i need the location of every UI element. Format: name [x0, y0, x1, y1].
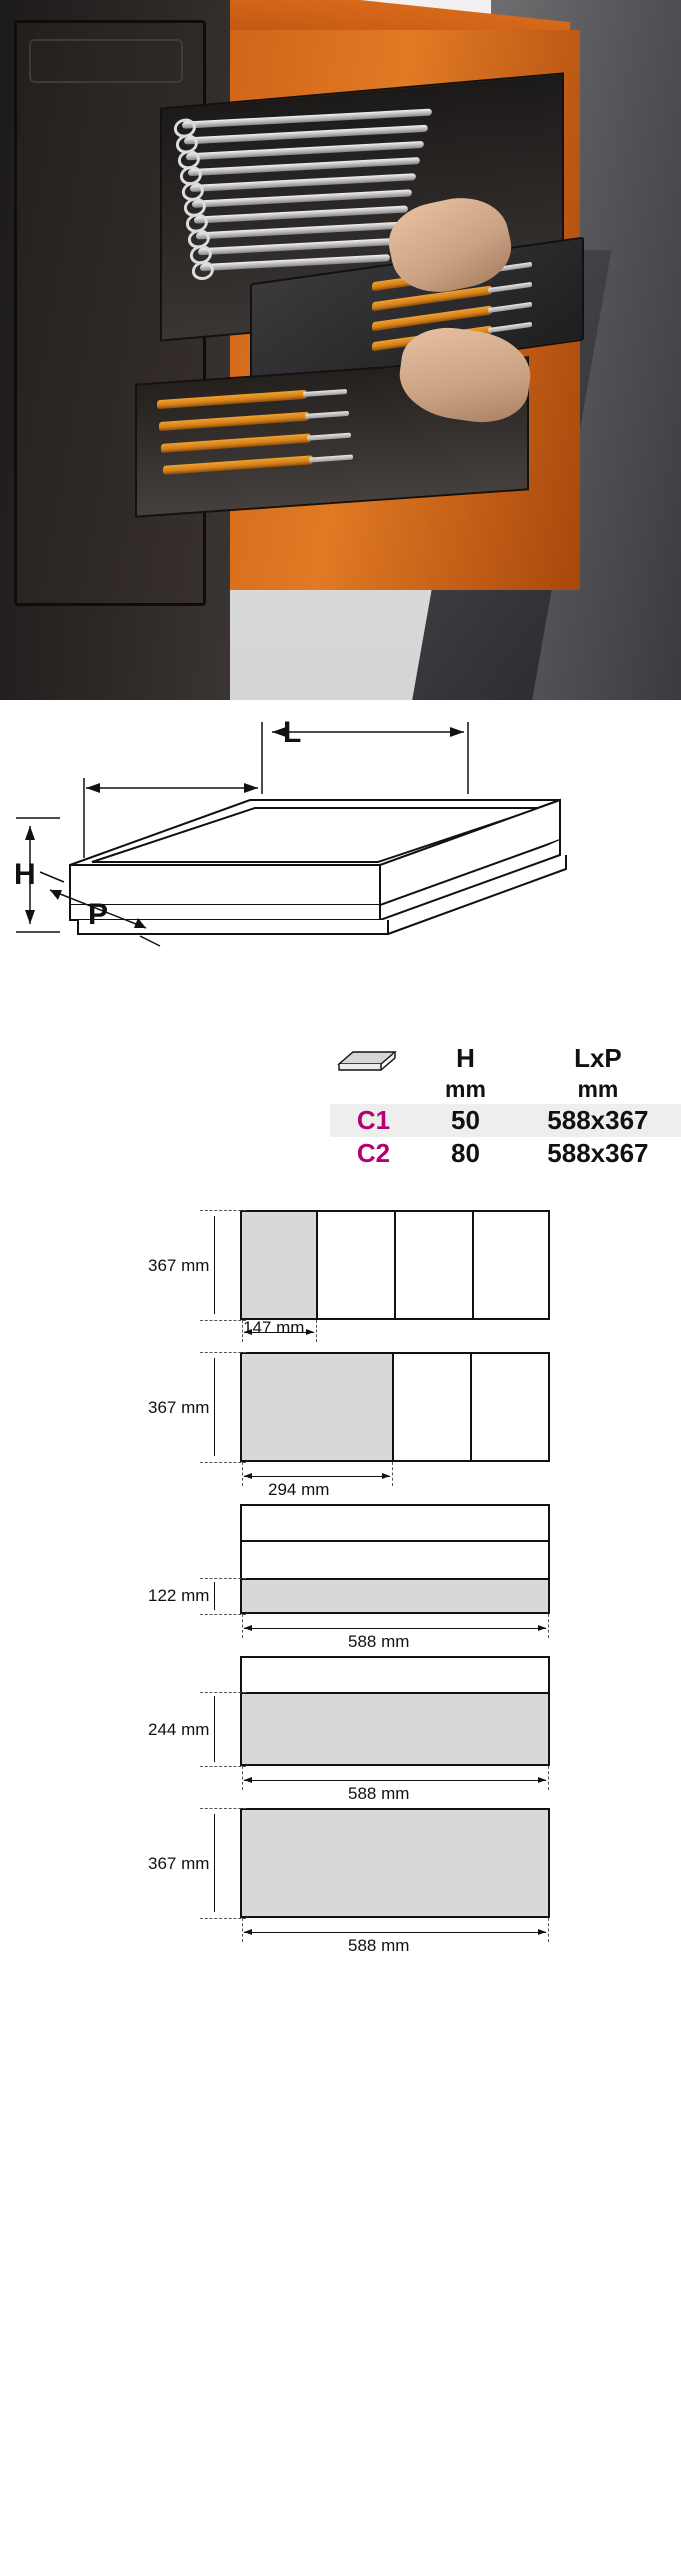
label-depth: P [88, 898, 109, 931]
dim-line-horizontal [244, 1780, 546, 1781]
layout-divider [240, 1540, 550, 1542]
layout-divider [394, 1210, 396, 1320]
layout-diagram-122 [0, 1494, 681, 1651]
spec-code-c2: C2 [356, 1138, 391, 1168]
dim-label-horizontal: 588 mm [348, 1632, 410, 1651]
spec-table [330, 1042, 681, 1170]
wrench [186, 141, 424, 161]
layout-highlight-cell [242, 1810, 548, 1916]
dim-guide [200, 1352, 246, 1353]
dim-guide [242, 1614, 243, 1638]
spec-row-c2 [330, 1137, 681, 1170]
dim-line-vertical [214, 1216, 215, 1314]
dim-line-horizontal [244, 1628, 546, 1629]
dim-line-horizontal [244, 1476, 390, 1477]
dim-guide [242, 1462, 243, 1486]
dim-guide [316, 1320, 317, 1342]
dim-guide [200, 1918, 246, 1919]
screwdriver [157, 390, 307, 409]
screwdriver [159, 412, 309, 431]
spec-header-h: H [456, 1043, 475, 1073]
dim-guide [200, 1692, 246, 1693]
dim-guide [392, 1462, 393, 1486]
spec-header-row [330, 1042, 681, 1075]
spec-unit-h: mm [445, 1076, 486, 1102]
spec-lxp-c2: 588x367 [547, 1138, 649, 1168]
dim-guide [242, 1918, 243, 1942]
spec-unit-blank [330, 1075, 416, 1104]
dim-line-vertical [214, 1696, 215, 1762]
dim-guide [200, 1578, 246, 1579]
dim-guide [200, 1210, 246, 1211]
spec-header-icon-cell [330, 1042, 416, 1075]
layout-divider [472, 1210, 474, 1320]
label-length: L [283, 716, 302, 749]
wrench [188, 157, 420, 176]
layout-divider [316, 1210, 318, 1320]
wrench [194, 205, 408, 223]
layout-divider [240, 1692, 550, 1694]
dim-guide [548, 1918, 549, 1942]
dim-guide [200, 1462, 246, 1463]
dim-label-vertical: 367 mm [148, 1398, 210, 1417]
layout-divider [470, 1352, 472, 1462]
wrench [198, 238, 396, 255]
dim-label-vertical: 367 mm [148, 1854, 210, 1873]
layout-diagram-147 [0, 1190, 681, 1342]
spec-h-c1: 50 [416, 1104, 515, 1137]
spec-row-c1 [330, 1104, 681, 1137]
screwdriver [161, 433, 311, 452]
layout-divider [392, 1352, 394, 1462]
dim-label-vertical: 122 mm [148, 1586, 210, 1605]
spec-code-c1: C1 [330, 1104, 416, 1137]
layout-diagram-294 [0, 1342, 681, 1499]
layout-highlight-cell [242, 1212, 316, 1318]
layout-diagram-244 [0, 1646, 681, 1803]
screwdriver [163, 455, 313, 474]
dim-line-vertical [214, 1358, 215, 1456]
spec-header-lxp: LxP [574, 1043, 622, 1073]
spec-table-block [0, 1030, 681, 1190]
wrench [190, 173, 416, 192]
dim-guide [200, 1766, 246, 1767]
wrench [196, 222, 402, 240]
dim-label-horizontal: 588 mm [348, 1936, 410, 1955]
dim-guide [200, 1808, 246, 1809]
spec-lxp-c1: 588x367 [515, 1104, 681, 1137]
iso-tray-drawing [0, 700, 681, 1030]
spec-h-c2: 80 [451, 1138, 480, 1168]
layout-diagram-367 [0, 1798, 681, 1955]
dim-guide [242, 1766, 243, 1790]
dim-line-horizontal [244, 1932, 546, 1933]
dim-guide [200, 1320, 246, 1321]
layout-highlight-cell [242, 1578, 548, 1612]
spec-unit-lxp: mm [577, 1076, 619, 1102]
dim-line-vertical [214, 1582, 215, 1610]
label-height: H [14, 858, 36, 891]
wrench [192, 189, 412, 208]
spec-unit-row [330, 1075, 681, 1104]
layout-highlight-cell [242, 1692, 548, 1764]
dim-label-horizontal: 588 mm [348, 1784, 410, 1803]
technical-diagram [0, 700, 681, 1955]
dim-label-horizontal: 147 mm [243, 1318, 305, 1337]
dim-label-vertical: 367 mm [148, 1256, 210, 1275]
dim-guide [200, 1614, 246, 1615]
dim-line-vertical [214, 1814, 215, 1912]
layout-divider [240, 1578, 550, 1580]
dim-guide [548, 1614, 549, 1638]
dim-label-horizontal: 294 mm [268, 1480, 330, 1499]
product-photo [0, 0, 681, 700]
iso-tray-svg [0, 700, 681, 1030]
dim-guide [548, 1766, 549, 1790]
dim-label-vertical: 244 mm [148, 1720, 210, 1739]
layout-highlight-cell [242, 1354, 392, 1460]
